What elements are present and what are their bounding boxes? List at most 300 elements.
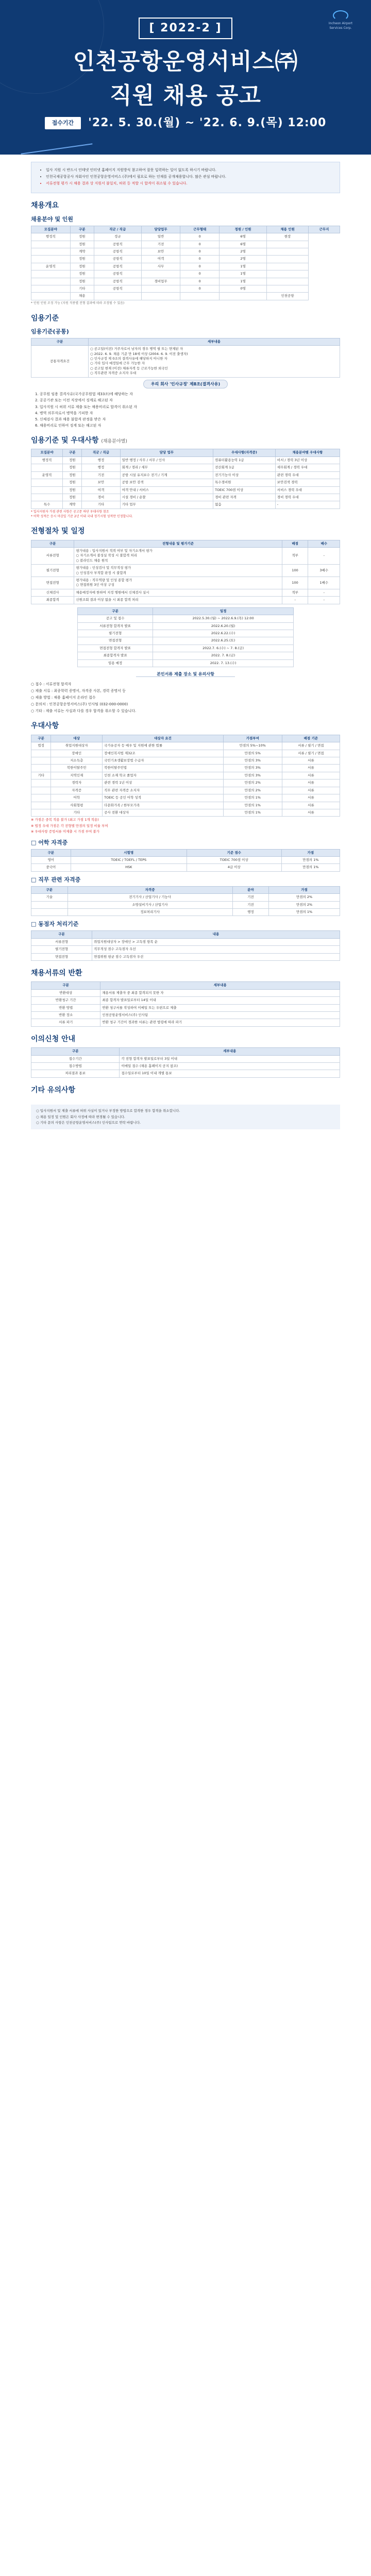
table-cell — [220, 293, 267, 300]
table-cell: 서류 파기 — [31, 1019, 100, 1026]
table-row — [78, 645, 294, 652]
column-header: 담당업무 — [141, 226, 180, 233]
table-cell: 운영직 — [31, 263, 71, 270]
table-cell: 기전 — [232, 894, 269, 901]
table-cell: 정원 — [63, 464, 82, 471]
table-cell: - — [282, 597, 308, 604]
table-cell: 기타 — [70, 285, 94, 293]
column-header: 구분 — [31, 849, 71, 856]
table-cell: 기전 — [82, 471, 120, 479]
table-cell — [94, 293, 141, 300]
table-cell — [180, 293, 220, 300]
table-cell: 면접전형 합격자 발표 — [78, 645, 153, 652]
footer-line: ○ 입사지원서 및 제출 서류에 허위 사실이 있거나 부정한 방법으로 합격한 경우 합격을 취소합니다. — [36, 1109, 180, 1113]
application-period: '22. 5. 30.(월) ~ '22. 6. 9.(목) 12:00 — [88, 116, 327, 130]
table-cell: 최종합격자 발표 — [78, 652, 153, 659]
table-row — [31, 1070, 340, 1077]
table-cell: 100 — [282, 565, 308, 577]
table-cell: 서류 — [282, 787, 340, 794]
table-cell: 0 — [180, 256, 220, 263]
table-cell: 없음 — [213, 501, 276, 509]
table-cell: 3배수 — [308, 565, 340, 577]
footer-line: ○ 기타 문의 사항은 인천공항운영서비스(주) 인사팀으로 연락 바랍니다. — [36, 1121, 141, 1125]
language-table — [31, 849, 340, 872]
table-cell — [31, 486, 63, 494]
section-title-sub: (채용분야별) — [101, 439, 127, 445]
footer-notes — [31, 1105, 340, 1129]
table-cell — [31, 248, 71, 255]
table-cell: 2022.7. 6.(수) ~ 7. 8.(금) — [153, 645, 294, 652]
table-cell: 0 — [180, 263, 220, 270]
table-cell: 정원 — [63, 479, 82, 486]
table-cell: 서류 — [282, 765, 340, 772]
column-header: 일정 — [153, 607, 294, 615]
disqualification-list — [31, 392, 340, 428]
table-cell: 인천 소재 학교 졸업자 — [103, 772, 224, 779]
table-cell — [267, 278, 309, 285]
column-header: 분야 — [232, 886, 269, 893]
disqualification-pill: 우리 회사 '인사규정' 제8조(결격사유) — [143, 380, 228, 389]
table-cell: 소방설비기사 / 산업기사 — [68, 901, 232, 908]
table-row — [78, 615, 294, 622]
table-row — [31, 1063, 340, 1070]
hero-banner — [0, 0, 371, 155]
table-cell: 평가내용 : 직무역량 및 인성 종합 평가 ○ 면접위원 3인 이상 구성 — [74, 577, 282, 589]
table-cell — [267, 248, 309, 255]
column-header: 가점 — [281, 849, 340, 856]
table-cell: 서비스 경력 우대 — [275, 486, 340, 494]
list-item: 3. 입사지원 시 허위 서류 제출 또는 채용비리로 합격이 취소된 자 — [35, 404, 137, 409]
table-row — [31, 997, 340, 1004]
table-footnote: * 입사지원자 가점 관련 사항은 공고문 하단 우대사항 참조 * 어학 성적은 응시 마감일 기준 2년 이내 국내 정기시험 성적만 인정합니다. — [31, 510, 133, 518]
table-cell: 적부 — [282, 547, 308, 564]
table-cell: 보안 — [82, 479, 120, 486]
column-header: 배점 — [282, 540, 308, 547]
table-row — [78, 652, 294, 659]
recruitment-table — [31, 226, 340, 300]
table-cell: - — [275, 501, 340, 509]
table-cell: TOEIC 등 공인 어학 성적 — [103, 794, 224, 802]
column-header: 구분 — [78, 607, 153, 615]
table-cell: 특수 — [31, 501, 63, 509]
table-cell: 공항 시설 유지보수 전기 / 기계 — [120, 471, 213, 479]
table-cell: 반환대상 — [31, 989, 100, 996]
table-row — [31, 856, 340, 863]
table-cell: 만점의 3% — [223, 765, 282, 772]
table-row — [31, 278, 340, 285]
table-row — [31, 547, 340, 564]
table-row — [31, 742, 340, 750]
table-cell: 2022. 7. 13.(수) — [153, 659, 294, 667]
table-cell — [141, 285, 180, 293]
column-header: 구분 — [31, 735, 51, 742]
logo-text: Incheon Airport Services Corp. — [328, 22, 353, 30]
table-cell: 북한이탈주민 — [51, 765, 103, 772]
table-cell: 다문화가족 / 한부모가족 — [103, 802, 224, 809]
column-header: 담당 업무 — [120, 449, 213, 456]
table-cell: 평가내용 : 인성검사 및 직무적성 평가 ○ 인성검사 부적합 판정 시 불합격 — [74, 565, 282, 577]
table-cell: 2명 — [220, 248, 267, 255]
column-header: 세부내용 — [88, 338, 340, 345]
table-cell: 정규 — [94, 233, 141, 241]
table-cell — [31, 779, 51, 787]
table-cell: 전기기사 / 산업기사 / 기능사 — [68, 894, 232, 901]
table-cell: 여객 — [141, 256, 180, 263]
table-cell: 필기전형 — [31, 946, 92, 953]
preference-table — [31, 735, 340, 817]
table-cell: 신원조회 결과 이상 없을 시 최종 합격 처리 — [74, 597, 282, 604]
table-row — [31, 909, 340, 916]
table-row — [78, 659, 294, 667]
table-row — [78, 637, 294, 645]
section-title: 전형절차 및 일정 — [31, 527, 85, 536]
column-header: 구분 — [31, 338, 89, 345]
list-item: ○ 기타 : 제출 서류는 사실과 다를 경우 합격을 취소할 수 있습니다. — [31, 709, 137, 714]
table-cell: 1명 — [220, 270, 267, 278]
table-row — [31, 1004, 340, 1011]
table-cell: 서류 — [282, 802, 340, 809]
table-cell — [31, 765, 51, 772]
table-row — [31, 501, 340, 509]
table-cell: 2022.6.22.(수) — [153, 630, 294, 637]
table-cell: 만점의 1% — [281, 856, 340, 863]
section-title: 채용개요 — [31, 201, 59, 210]
table-cell: 면접전형 — [31, 577, 74, 589]
table-cell — [267, 256, 309, 263]
table-cell — [31, 479, 63, 486]
table-row — [31, 471, 340, 479]
table-cell: ○ 공고일(이전) 거주자로서 남자의 경우 병역 필 또는 면제된 자 ○ 2022. 6. 9. 채용 기준 만 18세 이상 (2004. 6. 9. 이전 출생자) ○ 인사규정 제 0조의 결격사유에 해당하지 아니한 자 ○ 기타 입사 예정일에 근무 가능한 자 ○ 공고일 현재 (이전) 체류자격 등 근로가능한 외국인 ○ 직무관련 자격증 소지자 우대 — [88, 346, 340, 378]
table-cell — [31, 293, 71, 300]
table-cell: 공항직 — [94, 270, 141, 278]
table-cell: TOEIC 700점 이상 — [187, 856, 281, 863]
documents-list — [31, 682, 340, 714]
section-title — [31, 435, 340, 446]
schedule-table — [77, 607, 294, 667]
notice-item: • 입사 지원 시 반드시 인테넷 인터넷 홈페이지 지원방식 참고하여 잘못 입력하는 일이 없도록 하시기 바랍니다. — [46, 167, 332, 173]
table-cell: 만점의 1% — [223, 802, 282, 809]
table-cell: 일반 행정 / 사무 / 서무 / 인사 — [120, 456, 213, 464]
table-row — [31, 464, 340, 471]
column-header: 직군 / 직급 — [82, 449, 120, 456]
column-header: 구분 — [70, 226, 94, 233]
table-cell: 어학 — [51, 794, 103, 802]
table-cell: 여객 — [82, 486, 120, 494]
table-cell: 적부 — [282, 589, 308, 596]
table-cell: 만점의 1% — [269, 909, 340, 916]
subsection-title: □ 어학 자격증 — [31, 839, 68, 846]
table-cell: 경비 관련 자격 — [213, 494, 276, 501]
tie-break-table — [31, 930, 340, 961]
table-cell: 4급 이상 — [187, 864, 281, 871]
table-cell: 만점의 3% — [223, 772, 282, 779]
table-cell: 보안검색 경력 — [275, 479, 340, 486]
section-recruitment-overview — [31, 200, 340, 306]
table-row — [78, 622, 294, 630]
table-cell — [31, 256, 71, 263]
table-cell: 만점의 5%~10% — [223, 742, 282, 750]
table-row — [31, 989, 340, 996]
table-cell: 0 — [180, 241, 220, 248]
table-cell: 임용 예정 — [78, 659, 153, 667]
table-cell — [31, 809, 51, 816]
section-objection — [31, 1034, 340, 1078]
table-cell — [31, 787, 51, 794]
list-item: 5. 신체검사 결과 채용 불합격 판정을 받은 자 — [35, 417, 106, 421]
table-cell: 만점의 3% — [223, 757, 282, 764]
column-header: 구분 — [31, 886, 68, 893]
footer-line: ○ 채용 일정 및 인원은 회사 사정에 따라 변경될 수 있습니다. — [36, 1114, 125, 1119]
airplane-trail-icon — [21, 143, 93, 154]
table-cell: 기타 — [51, 809, 103, 816]
table-cell — [267, 270, 309, 278]
section-document-return — [31, 968, 340, 1027]
table-cell: 접수방법 — [31, 1063, 120, 1070]
table-cell: 공통자격요건 — [31, 346, 89, 378]
table-cell: 0명 — [220, 285, 267, 293]
table-cell — [31, 757, 51, 764]
table-row — [31, 802, 340, 809]
table-row — [31, 241, 340, 248]
table-row — [31, 953, 340, 960]
table-row — [31, 794, 340, 802]
table-cell: 만점의 1% — [281, 864, 340, 871]
subsection-title: 채용분야 및 인원 — [31, 215, 74, 223]
table-cell: - — [308, 547, 340, 564]
column-header: 구분 — [31, 982, 100, 989]
table-cell: TOEIC / TOEFL / TEPS — [71, 856, 187, 863]
column-header: 세부내용 — [100, 982, 340, 989]
column-header: 내용 — [92, 931, 340, 938]
table-cell: 1명 — [220, 263, 267, 270]
table-row — [31, 248, 340, 255]
table-cell: 기타 — [82, 501, 120, 509]
table-cell: 서류전형 합격자 발표 — [78, 622, 153, 630]
table-row — [78, 630, 294, 637]
table-cell: 6명 — [220, 233, 267, 241]
table-cell: 전산회계 1급 — [213, 464, 276, 471]
table-row — [31, 293, 340, 300]
column-header: 채용분야별 우대사항 — [275, 449, 340, 456]
table-cell: 공항직 — [94, 278, 141, 285]
column-header: 구분 — [31, 1048, 120, 1055]
table-cell: 만점의 1% — [223, 794, 282, 802]
column-header: 구분 — [31, 540, 74, 547]
announcement-kicker: [ 2022-2 ] — [139, 18, 232, 39]
table-cell: 비서 / 경력 3년 이상 — [275, 456, 340, 464]
table-cell: 기타 — [31, 772, 51, 779]
table-cell: 면접위원 평균 점수 고득점자 우선 — [92, 953, 340, 960]
table-row — [31, 938, 340, 945]
column-header: 직군 / 직급 — [94, 226, 141, 233]
table-cell: 세무회계 / 경력 우대 — [275, 464, 340, 471]
table-cell: 보안 — [141, 248, 180, 255]
period-badge: 접수기간 — [45, 117, 81, 129]
table-cell: 반환 장소 — [31, 1012, 100, 1019]
table-cell: 운영직 — [31, 471, 63, 479]
list-item: ○ 접수 : 서류전형 합격자 — [31, 682, 72, 686]
table-cell: 서류 — [282, 757, 340, 764]
section-title-text: 임용기준 및 우대사항 — [31, 436, 99, 445]
table-cell: 정원 — [63, 456, 82, 464]
list-item: 4. 병역 의무자로서 병역을 기피한 자 — [35, 411, 93, 415]
column-header: 모집분야 — [31, 449, 63, 456]
table-cell: 시설 경비 / 순찰 — [120, 494, 213, 501]
column-header: 배수 — [308, 540, 340, 547]
preference-notes — [31, 818, 340, 834]
table-cell: 인천공항 — [267, 293, 309, 300]
list-item: ※ 법정 우대 가점은 각 전형별 만점의 일정 비율 부여 — [31, 823, 108, 828]
table-cell: 관련 경력 우대 — [275, 471, 340, 479]
documents-banner: 본인서류 제출 장소 및 유의사항 — [136, 672, 235, 677]
company-logo — [323, 10, 359, 30]
table-row — [31, 479, 340, 486]
table-row — [31, 577, 340, 589]
table-cell: 서류 — [282, 809, 340, 816]
table-cell: 계약 — [63, 501, 82, 509]
common-criteria-table — [31, 338, 340, 378]
subsection-title: □ 직무 관련 자격증 — [31, 876, 81, 883]
table-cell: 행정직 — [31, 233, 71, 241]
table-cell: 0 — [180, 278, 220, 285]
page-title-line1: 인천공항운영서비스㈜ — [73, 48, 298, 75]
table-cell: 신체검사 — [31, 589, 74, 596]
table-cell: 만점의 5% — [223, 750, 282, 757]
table-cell: 전기기능사 이상 — [213, 471, 276, 479]
table-cell: 정원 — [70, 241, 94, 248]
table-cell — [31, 270, 71, 278]
table-row — [31, 346, 340, 378]
table-cell — [141, 293, 180, 300]
table-cell: 필기전형 — [31, 565, 74, 577]
table-cell: 직무적성 점수 고득점자 우선 — [92, 946, 340, 953]
table-cell: 장애인복지법 제32조 — [103, 750, 224, 757]
page — [0, 0, 371, 1129]
table-cell — [31, 285, 71, 293]
column-header: 전형내용 및 평가기준 — [74, 540, 282, 547]
table-cell: 정원 — [63, 471, 82, 479]
list-item: 2. 공공기관 또는 이전 직장에서 징계로 해고된 자 — [35, 398, 113, 403]
table-cell: 서류전형 — [31, 938, 92, 945]
table-cell: 자격증 — [51, 787, 103, 794]
table-cell: 2022.6.25.(토) — [153, 637, 294, 645]
table-cell: 공사 전환 대상자 — [103, 809, 224, 816]
table-row — [31, 864, 340, 871]
table-cell: 기술 — [31, 894, 68, 901]
table-row — [31, 1012, 340, 1019]
column-header: 기준 점수 — [187, 849, 281, 856]
list-item: ○ 문의처 : 인천공항운영서비스(주) 인사팀 (032-000-0000) — [31, 702, 128, 707]
column-header: 구분 — [31, 931, 92, 938]
objection-table — [31, 1047, 340, 1078]
table-cell: 계약 — [70, 248, 94, 255]
certificate-table — [31, 886, 340, 917]
table-row — [31, 901, 340, 908]
section-field-criteria — [31, 435, 340, 519]
table-cell: 행정 — [232, 909, 269, 916]
table-cell — [267, 285, 309, 293]
table-cell: 법정 — [31, 742, 51, 750]
table-cell — [31, 278, 71, 285]
table-cell: 특수경비원 — [213, 479, 276, 486]
table-cell: 행정 — [82, 456, 120, 464]
list-item: ○ 제출 서류 : 최종학력 증명서, 자격증 사본, 경력 증명서 등 — [31, 688, 126, 693]
column-header: 자격증 — [68, 886, 232, 893]
notice-item: • 인천국제공항공사 자회사인 인천공항운영서비스 (주)에서 필요로 하는 인재를 공개채용합니다. 많은 관심 바랍니다. — [46, 174, 332, 179]
table-row — [31, 494, 340, 501]
table-cell: 만점의 2% — [269, 901, 340, 908]
section-other-notes — [31, 1085, 340, 1095]
table-cell: 채용서류 제출자 중 최종 합격되지 못한 자 — [100, 989, 340, 996]
table-cell: TOEIC 700점 이상 — [213, 486, 276, 494]
table-cell: 공고 및 접수 — [78, 615, 153, 622]
table-row — [31, 486, 340, 494]
column-header: 배점 기준 — [282, 735, 340, 742]
column-header: 가점부여 — [223, 735, 282, 742]
field-criteria-table — [31, 449, 340, 509]
subsection-title: □ 동점자 처리기준 — [31, 921, 79, 928]
table-cell — [31, 794, 51, 802]
table-cell: 경비 — [82, 494, 120, 501]
table-cell: 서류 / 필기 / 면접 — [282, 750, 340, 757]
table-cell: 처리결과 통보 — [31, 1070, 120, 1077]
table-cell: 100 — [282, 577, 308, 589]
table-cell: 필기전형 — [78, 630, 153, 637]
table-row — [31, 263, 340, 270]
logo-mark-icon — [333, 10, 348, 21]
table-cell: HSK — [71, 864, 187, 871]
column-header: 정원 / 인원 — [220, 226, 267, 233]
table-cell — [31, 909, 68, 916]
table-cell: 경력자 — [51, 779, 103, 787]
list-item: 1. 공무원 임용 결격사유(국가공무원법 제33조)에 해당하는 자 — [35, 392, 133, 397]
list-item: 6. 채용비리로 인하여 징계 또는 해고된 자 — [35, 423, 102, 428]
table-cell: 경비업무 — [141, 278, 180, 285]
table-cell — [31, 750, 51, 757]
table-cell: 회계 / 경리 / 세무 — [120, 464, 213, 471]
table-cell — [31, 494, 63, 501]
table-cell: 0 — [180, 285, 220, 293]
table-row — [31, 597, 340, 604]
table-cell — [31, 464, 63, 471]
table-row — [31, 1019, 340, 1026]
table-cell: 정원 — [70, 233, 94, 241]
notice-box — [31, 162, 340, 193]
table-cell: 행정 — [82, 464, 120, 471]
table-cell: 2명 — [220, 256, 267, 263]
table-cell: 정원 — [70, 278, 94, 285]
table-row — [31, 589, 340, 596]
table-cell: 공항직 — [94, 256, 141, 263]
table-cell: 0 — [180, 233, 220, 241]
table-row — [31, 456, 340, 464]
column-header: 시험명 — [71, 849, 187, 856]
table-cell: 공항직 — [94, 248, 141, 255]
column-header: 우대사항(자격증) — [213, 449, 276, 456]
table-cell: 지역인재 — [51, 772, 103, 779]
table-cell: 컴퓨터활용능력 1급 — [213, 456, 276, 464]
table-cell — [267, 263, 309, 270]
table-cell: 정원 — [70, 256, 94, 263]
table-cell: 기타 업무 — [120, 501, 213, 509]
column-header: 채용 인원 — [267, 226, 309, 233]
table-cell: 반환 청구서를 작성하여 이메일 또는 우편으로 제출 — [100, 1004, 340, 1011]
table-cell: 정원 — [70, 270, 94, 278]
table-cell: 채용 — [70, 293, 94, 300]
table-row — [31, 779, 340, 787]
table-cell: 기전 — [232, 901, 269, 908]
table-cell: 서류전형 — [31, 547, 74, 564]
